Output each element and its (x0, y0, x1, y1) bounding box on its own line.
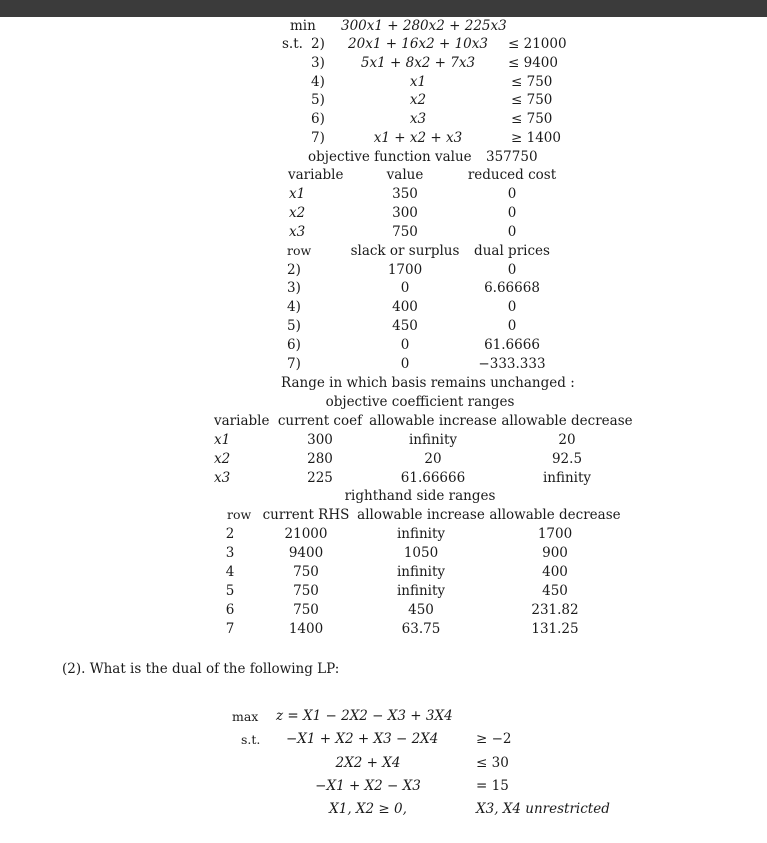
table-cell: x3 (214, 470, 231, 486)
constraint-rhs: = 15 (476, 778, 509, 794)
table-cell: x2 (214, 451, 231, 467)
table-cell: 450 (392, 318, 418, 334)
ranges-title: Range in which basis remains unchanged : (281, 375, 575, 391)
max-label: max (232, 709, 259, 724)
table-cell: 0 (400, 337, 410, 353)
column-header: allowable decrease (489, 507, 621, 523)
rhs-ranges-title: righthand side ranges (344, 488, 496, 504)
table-cell: 6.66668 (484, 280, 540, 296)
table-cell: 450 (542, 583, 568, 599)
constraint-row: 3) (311, 55, 325, 71)
window-top-bar (0, 0, 767, 17)
constraint-row: 4) (311, 74, 325, 90)
constraint-rhs: ≤ 750 (511, 111, 553, 127)
constraint-rhs: ≤ 750 (511, 92, 553, 108)
table-cell: 300 (307, 432, 333, 448)
table-cell: 750 (293, 564, 319, 580)
table-cell: 3 (225, 545, 235, 561)
table-cell: 21000 (284, 526, 328, 542)
st-label: s.t. (241, 732, 261, 747)
table-cell: 0 (507, 224, 517, 240)
table-cell: 1400 (288, 621, 324, 637)
constraint-rhs: ≤ 30 (476, 755, 509, 771)
constraint-rhs: ≥ 1400 (511, 130, 561, 146)
constraint-rhs: ≤ 750 (511, 74, 553, 90)
table-cell: 7) (287, 356, 301, 372)
table-cell: 2) (287, 262, 301, 278)
table-cell: 350 (392, 186, 418, 202)
constraint-lhs: 20x1 + 16x2 + 10x3 (348, 36, 488, 52)
table-cell: 5 (225, 583, 235, 599)
table-cell: 20 (424, 451, 442, 467)
table-cell: 450 (408, 602, 434, 618)
table-cell: infinity (396, 564, 446, 580)
column-header: dual prices (474, 243, 550, 259)
table-cell: 750 (392, 224, 418, 240)
table-cell: 0 (507, 186, 517, 202)
table-cell: 1700 (387, 262, 423, 278)
column-header: current RHS (262, 507, 350, 523)
column-header: current coef (277, 413, 363, 429)
column-header: allowable decrease (501, 413, 633, 429)
st-label: s.t. (282, 36, 303, 52)
table-cell: 280 (307, 451, 333, 467)
objective-function: 300x1 + 280x2 + 225x3 (341, 18, 507, 34)
unrestricted-note: X3, X4 unrestricted (476, 801, 610, 817)
table-cell: 750 (293, 602, 319, 618)
objective-value-label: objective function value (308, 149, 472, 165)
table-cell: 131.25 (531, 621, 579, 637)
table-cell: 750 (293, 583, 319, 599)
constraint-row: 7) (311, 130, 325, 146)
table-cell: 9400 (288, 545, 324, 561)
dual-objective: z = X1 − 2X2 − X3 + 3X4 (276, 708, 453, 724)
constraint-rhs: ≤ 9400 (508, 55, 558, 71)
table-cell: 61.66666 (400, 470, 466, 486)
table-cell: −333.333 (478, 356, 546, 372)
table-cell: 5) (287, 318, 301, 334)
constraint-lhs: 2X2 + X4 (335, 755, 401, 771)
table-cell: 0 (507, 318, 517, 334)
table-cell: 63.75 (401, 621, 441, 637)
constraint-lhs: x1 + x2 + x3 (373, 130, 463, 146)
constraint-lhs: −X1 + X2 + X3 − 2X4 (286, 731, 439, 747)
table-cell: 2 (225, 526, 235, 542)
constraint-row: 2) (311, 36, 325, 52)
column-header: allowable increase (369, 413, 497, 429)
table-cell: 400 (542, 564, 568, 580)
table-cell: 1050 (403, 545, 439, 561)
objective-value: 357750 (486, 149, 538, 165)
table-cell: x2 (289, 205, 306, 221)
column-header: reduced cost (467, 167, 557, 183)
constraint-lhs: x2 (409, 92, 427, 108)
constraint-lhs: −X1 + X2 − X3 (315, 778, 421, 794)
table-cell: 6 (225, 602, 235, 618)
column-header: variable (288, 167, 344, 183)
table-cell: infinity (396, 583, 446, 599)
constraint-row: 5) (311, 92, 325, 108)
table-cell: 900 (542, 545, 568, 561)
table-cell: 400 (392, 299, 418, 315)
table-cell: 0 (507, 262, 517, 278)
table-cell: x1 (289, 186, 306, 202)
table-cell: 61.6666 (484, 337, 540, 353)
objective-ranges-title: objective coefficient ranges (325, 394, 515, 410)
table-cell: 300 (392, 205, 418, 221)
table-cell: 6) (287, 337, 301, 353)
table-cell: 1700 (537, 526, 573, 542)
min-label: min (290, 18, 316, 34)
table-cell: 0 (400, 280, 410, 296)
constraint-lhs: 5x1 + 8x2 + 7x3 (360, 55, 476, 71)
column-header: slack or surplus (350, 243, 460, 259)
table-cell: 20 (558, 432, 576, 448)
table-cell: x3 (289, 224, 306, 240)
column-header: allowable increase (357, 507, 485, 523)
constraint-row: 6) (311, 111, 325, 127)
constraint-lhs: x3 (409, 111, 427, 127)
table-cell: 0 (507, 299, 517, 315)
table-cell: infinity (408, 432, 458, 448)
table-cell: 231.82 (531, 602, 579, 618)
table-cell: x1 (214, 432, 231, 448)
table-cell: 92.5 (551, 451, 583, 467)
table-cell: infinity (542, 470, 592, 486)
table-cell: 4 (225, 564, 235, 580)
question-text: (2). What is the dual of the following LP: (62, 661, 340, 677)
column-header: value (386, 167, 424, 183)
table-cell: 4) (287, 299, 301, 315)
sign-restriction: X1, X2 ≥ 0, (329, 801, 407, 817)
table-cell: infinity (396, 526, 446, 542)
table-cell: 0 (400, 356, 410, 372)
constraint-rhs: ≥ −2 (476, 731, 512, 747)
constraint-rhs: ≤ 21000 (508, 36, 567, 52)
table-cell: 3) (287, 280, 301, 296)
table-cell: 0 (507, 205, 517, 221)
column-header: variable (214, 413, 270, 429)
column-header: row (227, 507, 252, 522)
table-cell: 7 (225, 621, 235, 637)
table-cell: 225 (307, 470, 333, 486)
constraint-lhs: x1 (409, 74, 427, 90)
column-header: row (287, 243, 312, 258)
